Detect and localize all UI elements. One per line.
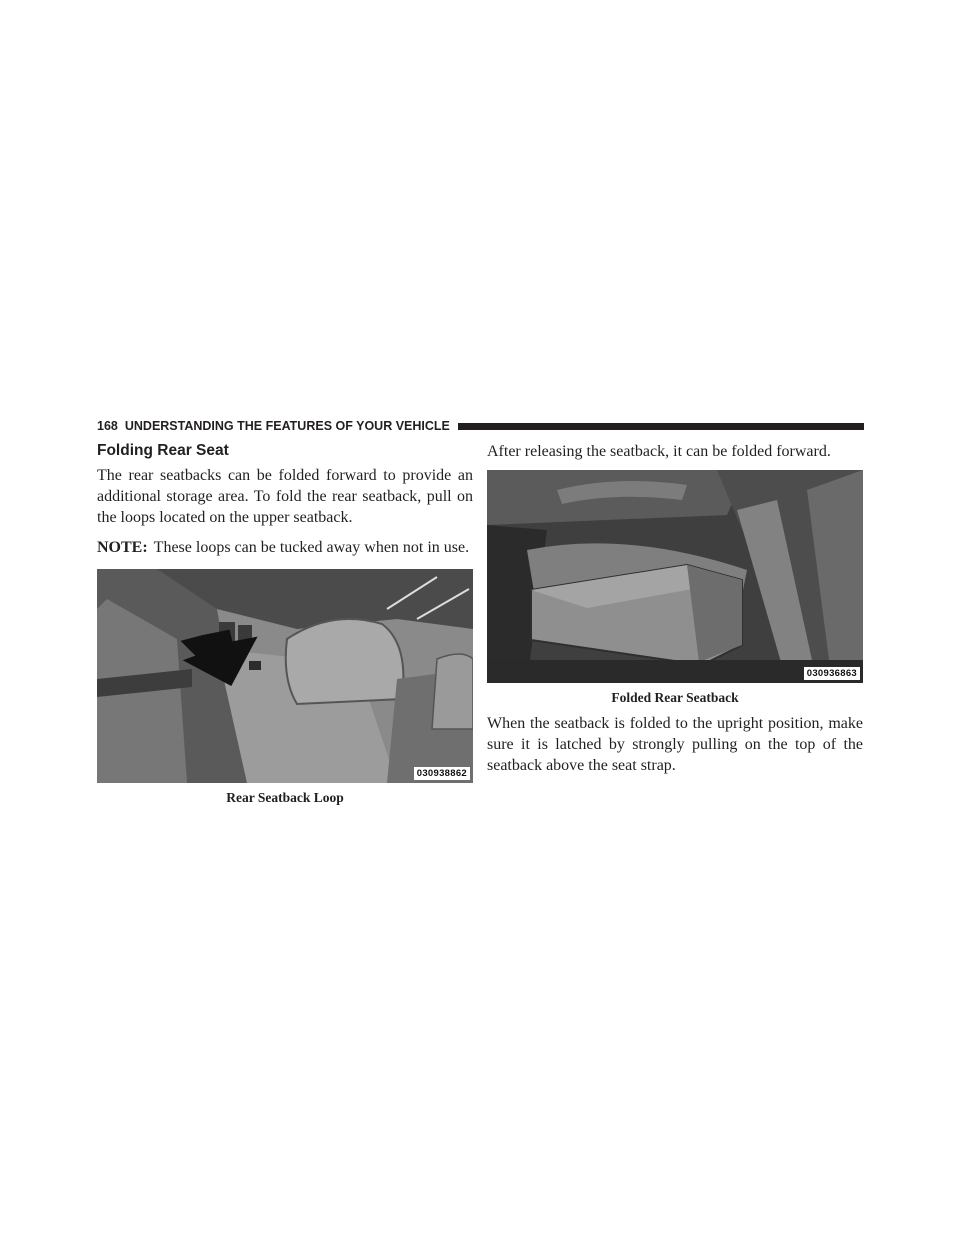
section-heading: Folding Rear Seat — [97, 442, 229, 459]
left-column — [97, 441, 473, 806]
section-title: UNDERSTANDING THE FEATURES OF YOUR VEHICLE — [124, 419, 450, 433]
note-text: These loops can be tucked away when not in use. — [153, 539, 470, 556]
latch-paragraph: When the seatback is folded to the upright position, make sure it is latched by strongly pulling on the top of the seatback above the seat strap. — [487, 715, 863, 774]
note-label: NOTE: — [97, 539, 148, 556]
page-header — [97, 418, 864, 434]
note-paragraph — [97, 537, 473, 558]
rear-seatback-loop-figure — [97, 569, 473, 783]
seatback-loop-illustration — [97, 569, 473, 783]
header-rule — [458, 423, 864, 430]
figure-image-id: 030938862 — [414, 767, 470, 780]
folded-seatback-illustration — [487, 470, 863, 683]
release-paragraph: After releasing the seatback, it can be folded forward. — [487, 443, 831, 460]
figure-caption: Rear Seatback Loop — [226, 790, 344, 805]
intro-paragraph: The rear seatbacks can be folded forward to provide an additional storage area. To fold the rear seatback, pull on the loops located on the upper seatback. — [97, 467, 473, 526]
page-number: 168 — [97, 419, 118, 433]
folded-rear-seatback-figure — [487, 470, 863, 683]
right-column — [487, 441, 863, 785]
figure-caption: Folded Rear Seatback — [611, 690, 739, 705]
figure-image-id: 030936863 — [804, 667, 860, 680]
